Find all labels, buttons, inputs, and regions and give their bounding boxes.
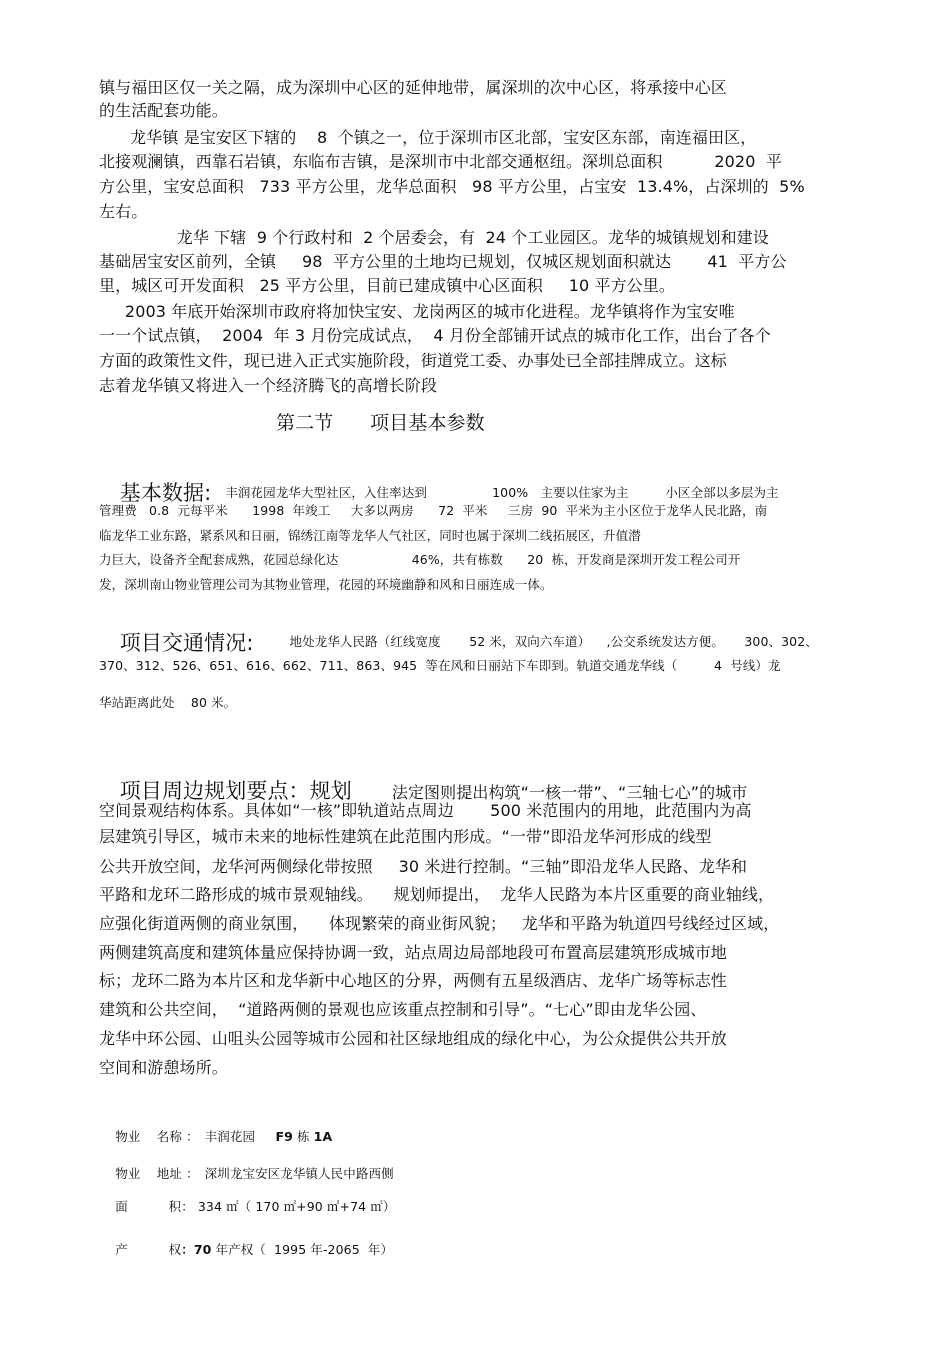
intro-line: 方公里，宝安总面积 733 平方公里，龙华总面积 98 平方公里，占宝安 13.4%，占深圳的 5% <box>99 177 805 196</box>
property-name-label: 物业 名称 ： <box>115 1129 199 1144</box>
traffic-first-line: 地处龙华人民路（红线宽度 52 米，双向六车道） ,公交系统发达方便。 300、302、 <box>289 634 818 649</box>
property-unit-code: 1A <box>313 1129 333 1144</box>
basic-data-line: 发，深圳南山物业管理公司为其物业管理，花园的环境幽静和风和日丽连成一体。 <box>99 577 553 592</box>
property-rights-label: 产 权 <box>115 1242 182 1257</box>
planning-line: 龙华中环公园、山咀头公园等城市公园和社区绿地组成的绿化中心，为公众提供公共开放 <box>99 1029 727 1048</box>
property-area-label: 面 积： <box>115 1199 194 1214</box>
intro-line: 镇与福田区仅一关之隔，成为深圳中心区的延伸地带，属深圳的次中心区，将承接中心区 <box>99 78 727 97</box>
property-address-label: 物业 地址 ： <box>115 1166 199 1181</box>
basic-data-line: 管理费 0.8 元每平米 1998 年竣工 大多以两房 72 平米 三房 90 平米为主小区位于龙华人民北路，南 <box>99 503 768 518</box>
intro-line: 志着龙华镇又将进入一个经济腾飞的高增长阶段 <box>99 376 438 395</box>
planning-heading: 项目周边规划要点：规划 <box>119 779 352 803</box>
basic-data-heading: 基本数据: <box>119 481 212 505</box>
basic-data-first-line: 丰润花园龙华大型社区，入住率达到 100% 主要以住家为主 小区全部以多层为主 <box>225 485 779 500</box>
planning-line: 公共开放空间，龙华河两侧绿化带按照 30 米进行控制。“三轴”即沿龙华人民路、龙华和 <box>99 857 748 876</box>
planning-line: 两侧建筑高度和建筑体量应保持协调一致，站点周边局部地段可布置高层建筑形成城市地 <box>99 943 727 962</box>
planning-line: 层建筑引导区，城市未来的地标性建筑在此范围内形成。“一带”即沿龙华河形成的线型 <box>99 827 712 846</box>
property-area-row <box>99 1183 950 1231</box>
property-building-code: F9 <box>275 1129 293 1144</box>
intro-line: 的生活配套功能。 <box>99 101 228 120</box>
planning-line: 标；龙环二路为本片区和龙华新中心地区的分界，两侧有五星级酒店、龙华广场等标志性 <box>99 971 727 990</box>
property-rights-row <box>99 1226 950 1274</box>
planning-first-line: 法定图则提出构筑“一核一带”、“三轴七心”的城市 <box>391 783 748 802</box>
intro-line: 龙华 下辖 9 个行政村和 2 个居委会，有 24 个工业园区。龙华的城镇规划和建设 <box>99 228 769 247</box>
intro-line: 2003 年底开始深圳市政府将加快宝安、龙岗两区的城市化进程。龙华镇将作为宝安唯 <box>99 302 735 321</box>
planning-line: 空间景观结构体系。具体如“一核”即轨道站点周边 500 米范围内的用地，此范围内为高 <box>99 801 752 820</box>
intro-line: 一一个试点镇， 2004 年 3 月份完成试点， 4 月份全部铺开试点的城市化工作，出台了各个 <box>99 326 771 345</box>
property-area-value: 334 ㎡（ 170 ㎡+90 ㎡+74 ㎡） <box>197 1199 396 1214</box>
intro-line: 左右。 <box>99 202 148 221</box>
property-name-value: 丰润花园 <box>204 1129 276 1144</box>
traffic-heading: 项目交通情况: <box>119 631 254 655</box>
traffic-line: 华站距离此处 80 米。 <box>99 695 237 710</box>
intro-line: 北接观澜镇，西靠石岩镇，东临布吉镇，是深圳市中北部交通枢纽。深圳总面积 2020 平 <box>99 152 782 171</box>
basic-data-line: 力巨大，设备齐全配套成熟，花园总绿化达 46%，共有栋数 20 栋，开发商是深圳开发工程公司开 <box>99 552 741 567</box>
planning-line: 空间和游憩场所。 <box>99 1058 228 1077</box>
intro-line: 方面的政策性文件，现已进入正式实施阶段，街道党工委、办事处已全部挂牌成立。这标 <box>99 351 727 370</box>
planning-line: 平路和龙环二路形成的城市景观轴线。 规划师提出， 龙华人民路为本片区重要的商业轴线， <box>99 885 775 904</box>
intro-line: 龙华镇 是宝安区下辖的 8 个镇之一，位于深圳市区北部，宝安区东部，南连福田区， <box>99 128 757 147</box>
property-rights-value: 年产权（ 1995 年-2065 年） <box>211 1242 394 1257</box>
property-rights-years: ：70 <box>181 1242 212 1257</box>
traffic-line: 370、312、526、651、616、662、711、863、945 等在风和日丽站下车即到。轨道交通龙华线（ 4 号线）龙 <box>99 658 781 673</box>
section-title: 第二节 项目基本参数 <box>276 412 485 434</box>
intro-line: 基础居宝安区前列，全镇 98 平方公里的土地均已规划，仅城区规划面积就达 41 平方公 <box>99 252 787 271</box>
property-name-mid: 栋 <box>292 1129 314 1144</box>
planning-line: 应强化街道两侧的商业氛围， 体现繁荣的商业街风貌； 龙华和平路为轨道四号线经过区域， <box>99 914 780 933</box>
intro-line: 里，城区可开发面积 25 平方公里，目前已建成镇中心区面积 10 平方公里。 <box>99 276 675 295</box>
planning-line: 建筑和公共空间， “道路两侧的景观也应该重点控制和引导”。“七心”即由龙华公园、 <box>99 1000 707 1019</box>
property-address-value: 深圳龙宝安区龙华镇人民中路西侧 <box>204 1166 394 1181</box>
basic-data-line: 临龙华工业东路，紧系风和日丽，锦绣江南等龙华人气社区，同时也属于深圳二线拓展区，升值潜 <box>99 528 641 543</box>
